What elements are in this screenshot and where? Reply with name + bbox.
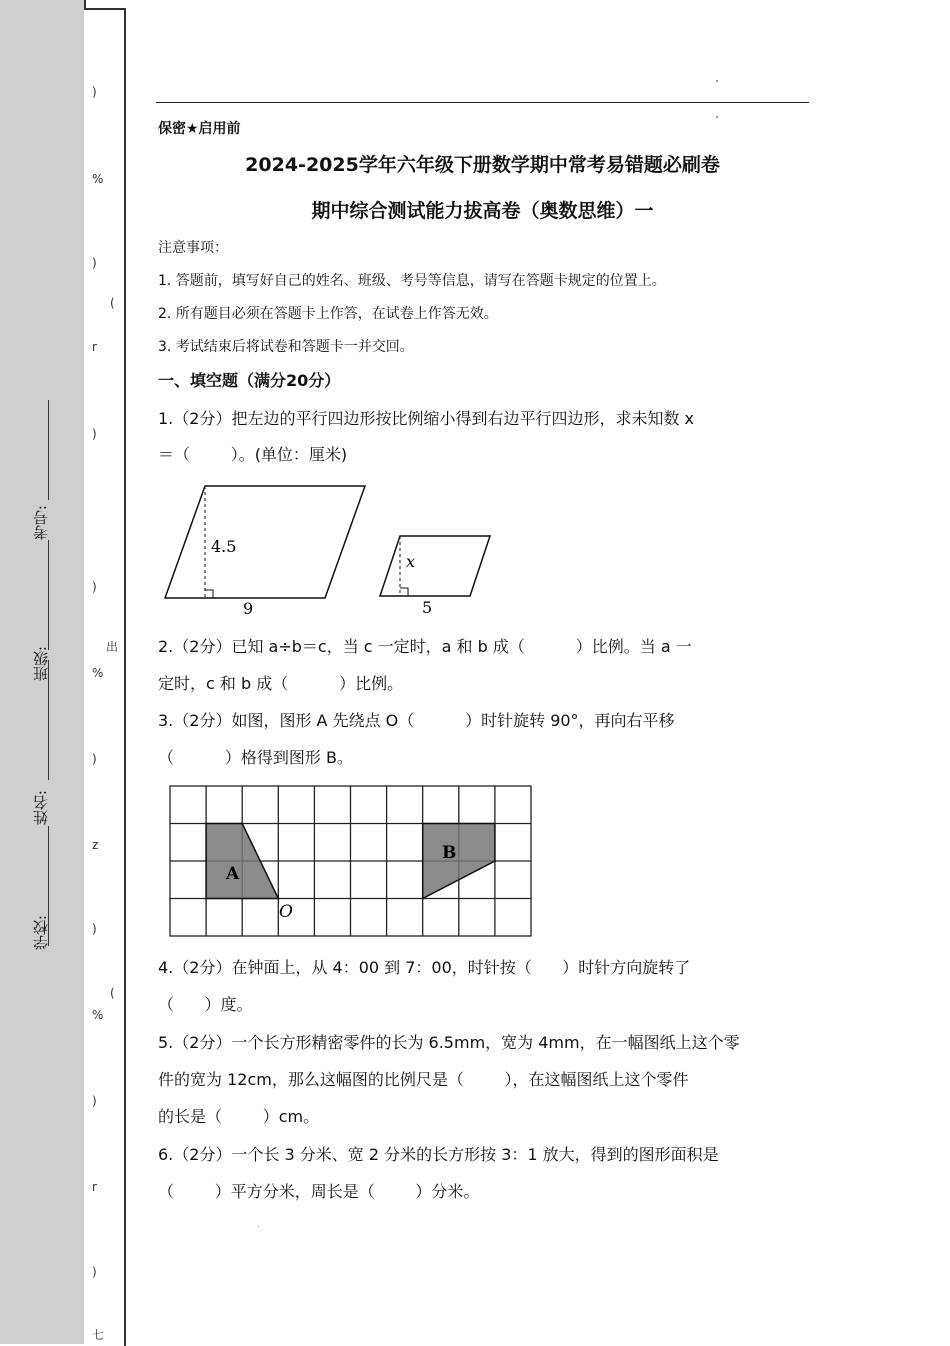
- binding-mark: ): [92, 1265, 97, 1279]
- binding-mark: 出: [106, 640, 119, 654]
- section-heading: 一、填空题（满分20分）: [158, 371, 341, 390]
- binding-strip: [84, 8, 126, 1346]
- binding-mark: (: [110, 296, 115, 310]
- notice-item: 3. 考试结束后将试卷和答题卡一并交回。: [158, 339, 414, 355]
- right-height-label: x: [406, 552, 416, 571]
- speck: [258, 1226, 259, 1227]
- secret-label: 保密★启用前: [158, 121, 241, 137]
- binding-mark: %: [92, 172, 104, 186]
- question-2-line2: 定时，c 和 b 成（ ）比例。: [158, 674, 404, 693]
- left-parallelogram: [165, 486, 365, 598]
- exam-subtitle: 期中综合测试能力拔高卷（奥数思维）一: [311, 200, 654, 222]
- question-4-line1: 4.（2分）在钟面上，从 4：00 到 7：00，时针按（ ）时针方向旋转了: [158, 958, 691, 977]
- label-b: B: [442, 843, 457, 863]
- rotation-grid-figure: [168, 784, 534, 942]
- binding-mark: (: [110, 986, 115, 1000]
- label-o: O: [279, 902, 293, 922]
- label-a: A: [226, 864, 240, 884]
- class-line: [48, 540, 49, 650]
- school-field-label: 学校:: [32, 915, 50, 951]
- question-3-line2: （ ）格得到图形 B。: [158, 748, 353, 767]
- binding-mark: ): [92, 427, 97, 441]
- question-6-line1: 6.（2分）一个长 3 分米、宽 2 分米的长方形按 3：1 放大，得到的图形面积是: [158, 1145, 719, 1164]
- speck: [716, 80, 718, 82]
- left-height-label: 4.5: [211, 537, 237, 556]
- binding-mark: %: [92, 666, 104, 680]
- header-rule: [156, 102, 809, 103]
- question-5-line3: 的长是（ ）cm。: [158, 1107, 320, 1126]
- right-parallelogram: [380, 536, 490, 596]
- binding-mark: ): [92, 85, 97, 99]
- binding-mark: ): [92, 1094, 97, 1108]
- binding-mark: 七: [92, 1328, 105, 1342]
- binding-mark: r: [92, 1180, 97, 1194]
- right-base-label: 5: [422, 598, 433, 617]
- question-5-line2: 件的宽为 12cm，那么这幅图的比例尺是（ ），在这幅图纸上这个零件: [158, 1070, 689, 1089]
- notice-item: 2. 所有题目必须在答题卡上作答，在试卷上作答无效。: [158, 306, 498, 322]
- left-base-label: 9: [243, 599, 254, 618]
- exam-title: 2024-2025学年六年级下册数学期中常考易错题必刷卷: [245, 154, 720, 176]
- right-right-angle: [400, 588, 408, 596]
- id-line: [48, 400, 49, 500]
- question-6-line2: （ ）平方分米，周长是（ ）分米。: [158, 1182, 480, 1201]
- binding-mark: ): [92, 922, 97, 936]
- notice-item: 1. 答题前，填写好自己的姓名、班级、考号等信息，请写在答题卡规定的位置上。: [158, 273, 666, 289]
- name-field-label: 姓名:: [32, 790, 50, 826]
- question-5-line1: 5.（2分）一个长方形精密零件的长为 6.5mm，宽为 4mm，在一幅图纸上这个零: [158, 1033, 740, 1052]
- binding-mark: z: [92, 838, 99, 852]
- binding-mark: ): [92, 256, 97, 270]
- binding-mark: r: [92, 340, 97, 354]
- binding-mark: %: [92, 1008, 104, 1022]
- question-4-line2: （ ）度。: [158, 995, 253, 1014]
- question-1-line2: ＝（ ）。(单位：厘米): [158, 445, 348, 464]
- parallelogram-figure: [160, 480, 500, 620]
- binding-mark: ): [92, 752, 97, 766]
- question-3-line1: 3.（2分）如图，图形 A 先绕点 O（ ）时针旋转 90°，再向右平移: [158, 711, 675, 730]
- left-right-angle: [205, 590, 213, 598]
- class-field-label: 班级:: [32, 646, 50, 682]
- binding-mark: ): [92, 580, 97, 594]
- id-field-label: 考号:: [32, 505, 50, 541]
- speck: [716, 116, 718, 118]
- question-2-line1: 2.（2分）已知 a÷b＝c，当 c 一定时，a 和 b 成（ ）比例。当 a 一: [158, 637, 692, 656]
- question-1-line1: 1.（2分）把左边的平行四边形按比例缩小得到右边平行四边形，求未知数 x: [158, 409, 695, 428]
- notice-heading: 注意事项：: [158, 240, 228, 256]
